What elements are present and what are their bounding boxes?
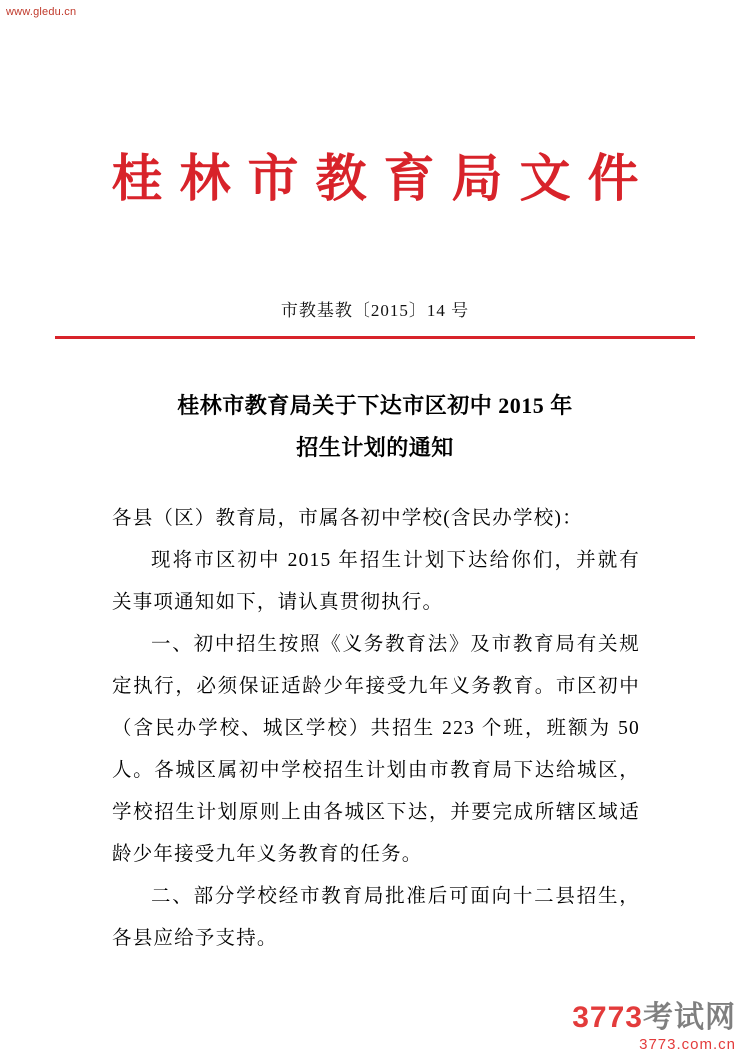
paragraph-addressee: 各县（区）教育局，市属各初中学校(含民办学校)： xyxy=(112,508,583,529)
watermark-brand-suffix: 考试网 xyxy=(643,1001,736,1034)
masthead xyxy=(0,150,750,211)
page-title-line-2: 招生计划的通知 xyxy=(296,435,454,460)
masthead-title: 桂林市教育局文件 xyxy=(111,152,656,208)
watermark-top-left: www.gledu.cn xyxy=(6,6,77,18)
paragraph-item-2: 二、部分学校经市教育局批准后可面向十二县招生，各县应给予支持。 xyxy=(112,886,640,949)
paragraph-item-1: 一、初中招生按照《义务教育法》及市教育局有关规定执行，必须保证适龄少年接受九年义务教育。市区初中（含民办学校、城区学校）共招生 223 个班，班额为 50 人。各城区属初中学校招生计划由市教育局下达给城区，学校招生计划原则上由各城区下达，并要完成所辖区域适龄少年接受九年义务教育的任务。 xyxy=(112,634,640,865)
paragraph-intro: 现将市区初中 2015 年招生计划下达给你们，并就有关事项通知如下，请认真贯彻执行。 xyxy=(112,550,640,613)
document-body xyxy=(112,498,640,960)
watermark-brand xyxy=(572,1003,736,1033)
watermark-brand-number: 3773 xyxy=(572,1001,643,1034)
watermark-bottom-right xyxy=(572,1003,736,1052)
document-number: 市教基教〔2015〕14 号 xyxy=(280,301,470,320)
red-divider-rule xyxy=(55,336,695,339)
page-title-line-1: 桂林市教育局关于下达市区初中 2015 年 xyxy=(177,393,573,418)
watermark-url: 3773.com.cn xyxy=(639,1036,736,1053)
page-title xyxy=(0,385,750,469)
